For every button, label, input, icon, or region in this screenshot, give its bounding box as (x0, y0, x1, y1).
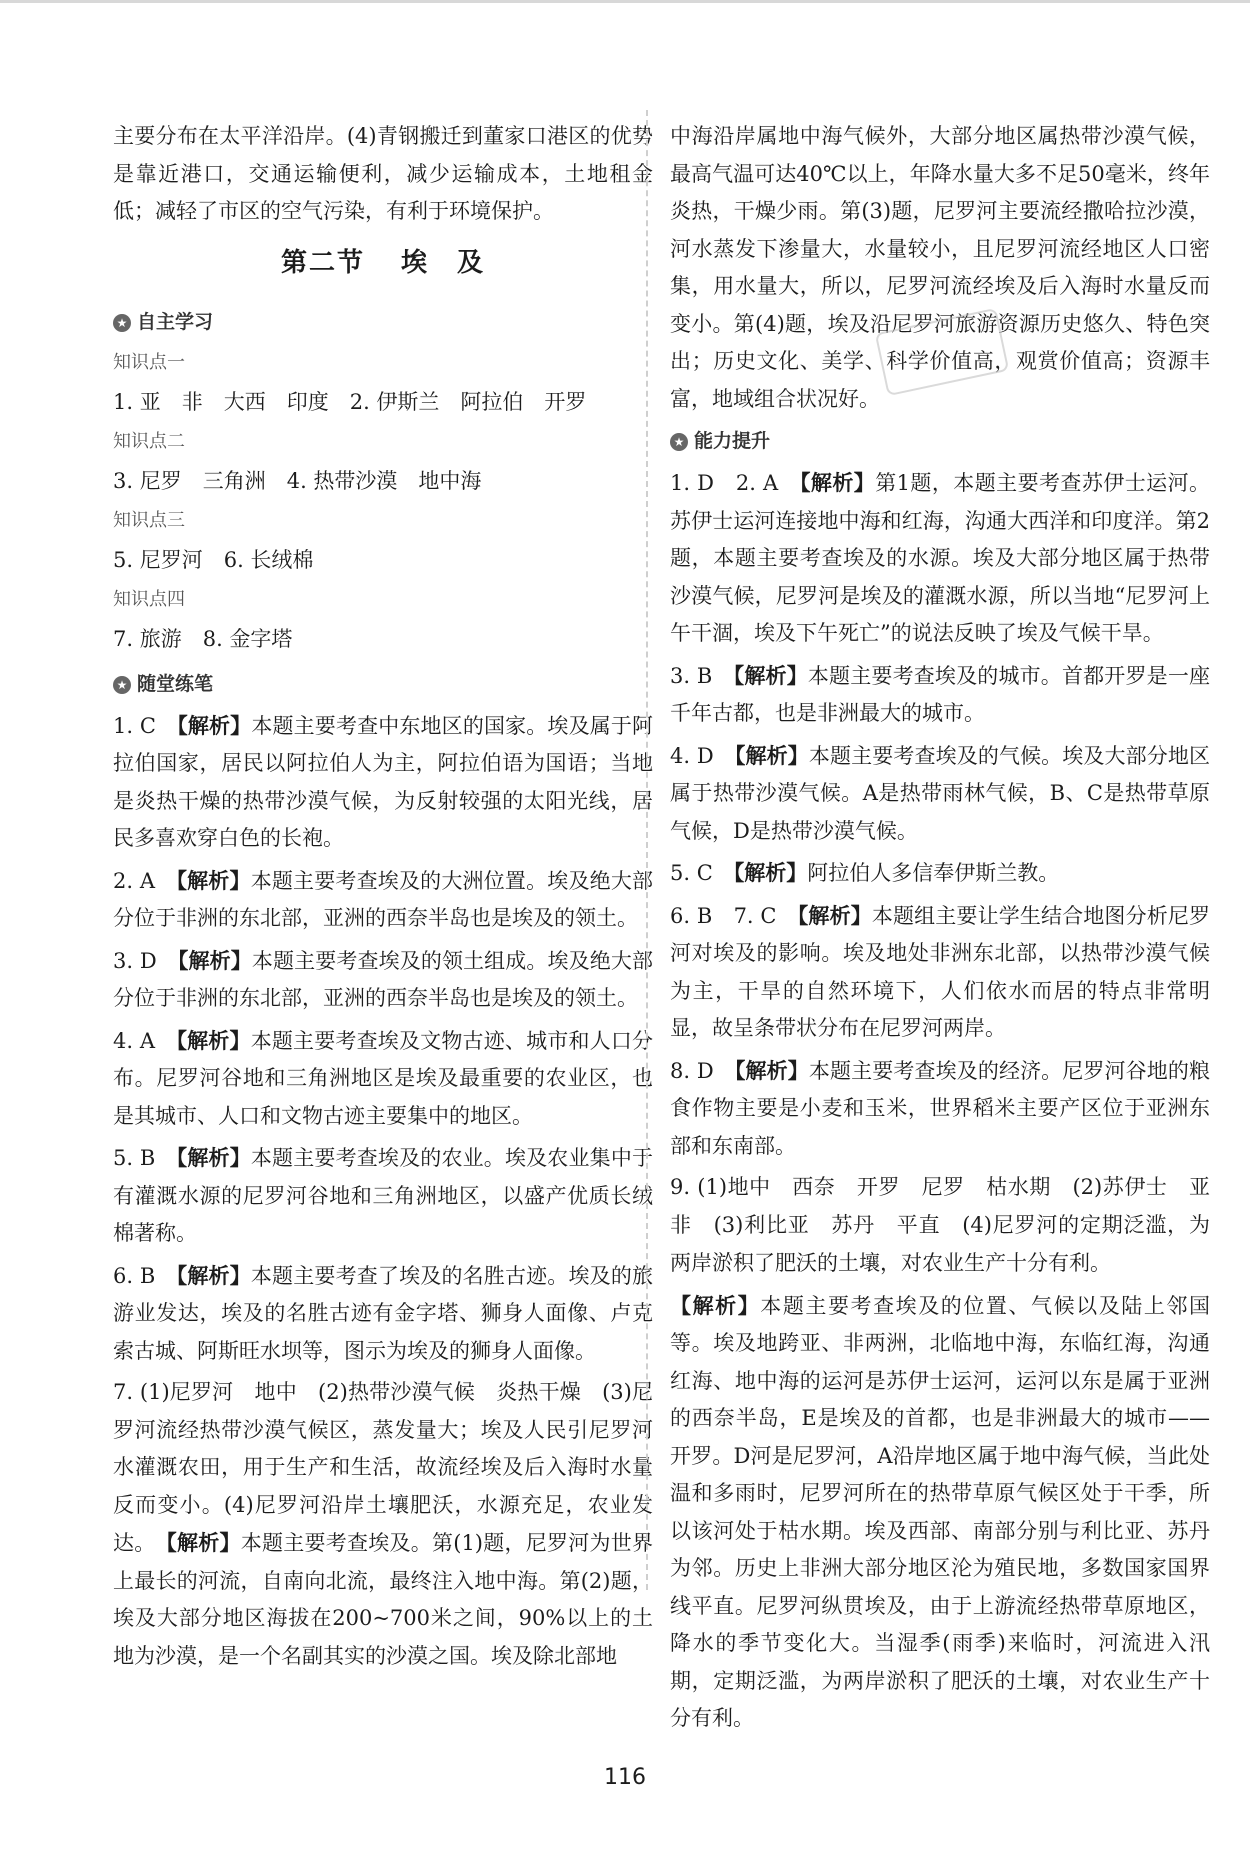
section-title-number: 第二节 (280, 247, 365, 278)
knowledge-point-label: 知识点四 (113, 588, 185, 610)
nengli-title: 能力提升 (694, 430, 771, 452)
knowledge-point-answer: 3. 尼罗 三角洲 4. 热带沙漠 地中海 (113, 468, 482, 493)
answer-item: 1. D 2. A 【解析】第1题，本题主要考查苏伊士运河。苏伊士运河连接地中海和红海，沟通大西洋和印度洋。第2题，本题主要考查埃及的水源。埃及大部分地区属于热带沙漠气候，尼罗河是埃及的灌溉水源，所以当地“尼罗河上午干涸，埃及下午死亡”的说法反映了埃及气候干旱。 (670, 470, 1210, 645)
suitang-title: 随堂练笔 (137, 672, 214, 695)
answer-item: 1. C 【解析】本题主要考查中东地区的国家。埃及属于阿拉伯国家，居民以阿拉伯人为主，阿拉伯语为国语；当地是炎热干燥的热带沙漠气候，为反射较强的太阳光线，居民多喜欢穿白色的长袍。 (113, 712, 654, 850)
answer-item: 5. C 【解析】阿拉伯人多信奉伊斯兰教。 (670, 860, 1060, 885)
page-number: 116 (604, 1765, 646, 1790)
left-intro: 主要分布在太平洋沿岸。(4)青钢搬迁到董家口港区的优势是靠近港口，交通运输便利，减少运输成本，土地租金低；减轻了市区的空气污染，有利于环境保护。 (113, 124, 653, 223)
answer-item: 5. B 【解析】本题主要考查埃及的农业。埃及农业集中于有灌溉水源的尼罗河谷地和三角洲地区，以盛产优质长绒棉著称。 (113, 1145, 654, 1245)
answer-item: 9. (1)地中 西奈 开罗 尼罗 枯水期 (2)苏伊士 亚 非 (3)利比亚 苏丹 平直 (4)尼罗河的定期泛滥，为两岸淤积了肥沃的土壤，对农业生产十分有利。 (670, 1175, 1231, 1275)
zizhu-title: 自主学习 (137, 310, 214, 333)
suitang-heading (113, 667, 653, 701)
top-border (0, 0, 1250, 3)
answer-item: 3. B 【解析】本题主要考查埃及的城市。首都开罗是一座千年古都，也是非洲最大的城市。 (670, 662, 1211, 725)
answer-item: 4. A 【解析】本题主要考查埃及文物古迹、城市和人口分布。尼罗河谷地和三角洲地区是埃及最重要的农业区，也是其城市、人口和文物古迹主要集中的地区。 (113, 1027, 654, 1128)
right-intro: 中海沿岸属地中海气候外，大部分地区属热带沙漠气候，最高气温可达40℃以上，年降水量大多不足50毫米，终年炎热，干燥少雨。第(3)题，尼罗河主要流经撒哈拉沙漠，河水蒸发下渗量大，水量较小，且尼罗河流经地区人口密集，用水量大，所以，尼罗河流经埃及后入海时水量反而变小。第(4)题，埃及沿尼罗河旅游资源历史悠久、特色突出；历史文化、美学、科学价值高，观赏价值高；资源丰富，地域组合状况好。 (670, 124, 1210, 411)
left-column (113, 118, 653, 1679)
knowledge-point-label: 知识点一 (113, 351, 185, 373)
answer-item: 6. B 7. C 【解析】本题组主要让学生结合地图分析尼罗河对埃及的影响。埃及地处非洲东北部，以热带沙漠气候为主，干旱的自然环境下，人们依水而居的特点非常明显，故呈条带状分布在尼罗河两岸。 (670, 902, 1210, 1040)
knowledge-point-label: 知识点二 (113, 430, 185, 452)
nengli-heading (670, 424, 1210, 458)
knowledge-point-answer: 7. 旅游 8. 金字塔 (113, 626, 293, 651)
star-icon: ★ (113, 676, 131, 694)
star-icon: ★ (113, 314, 131, 332)
zizhu-heading (113, 305, 653, 339)
section-title-name: 埃 及 (401, 247, 486, 278)
answer-item: 3. D 【解析】本题主要考查埃及的领土组成。埃及绝大部分位于非洲的东北部，亚洲的西奈半岛也是埃及的领土。 (113, 947, 654, 1010)
knowledge-point-answer: 5. 尼罗河 6. 长绒棉 (113, 547, 314, 572)
column-divider (646, 110, 648, 1590)
nengli-list (670, 464, 1231, 1738)
answer-item: 4. D 【解析】本题主要考查埃及的气候。埃及大部分地区属于热带沙漠气候。A是热带雨林气候，B、C是热带草原气候，D是热带沙漠气候。 (670, 742, 1211, 843)
knowledge-point-label: 知识点三 (113, 509, 185, 531)
suitang-list (113, 707, 653, 1676)
section-title (113, 243, 653, 283)
answer-item: 2. A 【解析】本题主要考查埃及的大洲位置。埃及绝大部分位于非洲的东北部，亚洲的西奈半岛也是埃及的领土。 (113, 867, 654, 930)
answer-item: 【解析】本题主要考查埃及的位置、气候以及陆上邻国等。埃及地跨亚、非两洲，北临地中海，东临红海，沟通红海、地中海的运河是苏伊士运河，运河以东是属于亚洲的西奈半岛，E是埃及的首都，也是非洲最大的城市——开罗。D河是尼罗河，A沿岸地区属于地中海气候，当此处温和多雨时，尼罗河所在的热带草原气候区处于干季，所以该河处于枯水期。埃及西部、南部分别与利比亚、苏丹为邻。历史上非洲大部分地区沦为殖民地，多数国家国界线平直。尼罗河纵贯埃及，由于上游流经热带草原地区，降水的季节变化大。当湿季(雨季)来临时，河流进入汛期，定期泛滥，为两岸淤积了肥沃的土壤，对农业生产十分有利。 (670, 1292, 1211, 1730)
knowledge-point-answer: 1. 亚 非 大西 印度 2. 伊斯兰 阿拉伯 开罗 (113, 389, 587, 414)
answer-item: 7. (1)尼罗河 地中 (2)热带沙漠气候 炎热干燥 (3)尼罗河流经热带沙漠气候区，蒸发量大；埃及人民引尼罗河水灌溉农田，用于生产和生活，故流经埃及后入海时水量反而变小。(4)尼罗河沿岸土壤肥沃，水源充足，农业发达。 【解析】本题主要考查埃及。第(1)题，尼罗河为世界上最长的河流，自南向北流，最终注入地中海。第(2)题，埃及大部分地区海拔在200~700米之间，90%以上的土地为沙漠，是一个名副其实的沙漠之国。埃及除北部地 (113, 1380, 653, 1668)
answer-item: 8. D 【解析】本题主要考查埃及的经济。尼罗河谷地的粮食作物主要是小麦和玉米，世界稻米主要产区位于亚洲东部和东南部。 (670, 1057, 1211, 1158)
answer-item: 6. B 【解析】本题主要考查了埃及的名胜古迹。埃及的旅游业发达，埃及的名胜古迹有金字塔、狮身人面像、卢克索古城、阿斯旺水坝等，图示为埃及的狮身人面像。 (113, 1262, 654, 1363)
star-icon: ★ (670, 433, 688, 451)
